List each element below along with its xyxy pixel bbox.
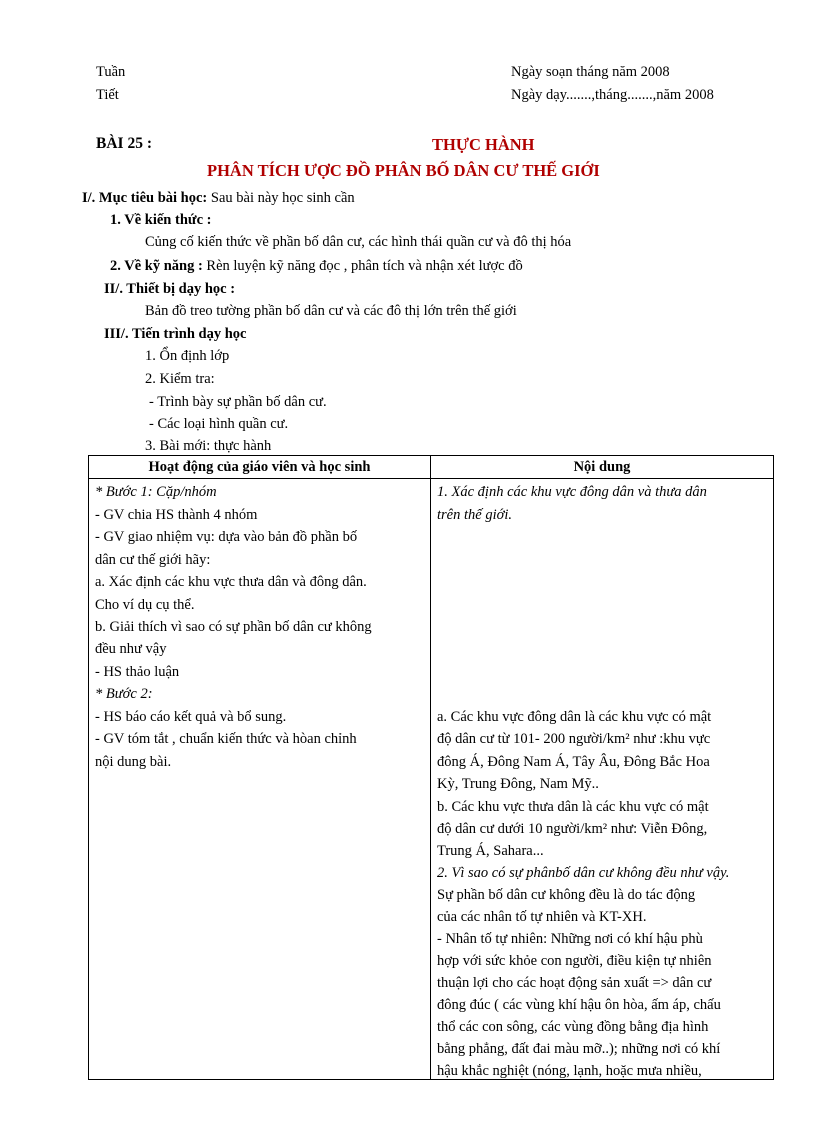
right-line: bằng phẳng, đất đai màu mỡ..); những nơi có khí <box>437 1041 721 1057</box>
step-1-heading: * Bước 1: Cặp/nhóm <box>95 484 217 500</box>
week-label: Tuần <box>96 64 126 80</box>
left-line: b. Giải thích vì sao có sự phần bố dân cư không <box>95 619 372 635</box>
right-line: đông Á, Đông Nam Á, Tây Âu, Đông Bắc Hoa <box>437 754 710 770</box>
left-line: dân cư thế giới hãy: <box>95 552 211 568</box>
left-line: - HS thảo luận <box>95 664 180 680</box>
right-line: hợp với sức khỏe con người, điều kiện tự nhiên <box>437 953 712 969</box>
process-item-2a: - Trình bày sự phần bố dân cư. <box>149 394 327 410</box>
left-line: a. Xác định các khu vực thưa dân và đông dân. <box>95 574 367 590</box>
skills-label: 2. Về kỹ năng : <box>110 258 203 274</box>
step-2-heading: * Bước 2: <box>95 686 153 702</box>
objectives-heading-tail: Sau bài này học sinh cần <box>207 190 355 206</box>
lesson-title-1: THỰC HÀNH <box>432 135 535 154</box>
right-line: a. Các khu vực đông dân là các khu vực có mật <box>437 709 712 725</box>
right-line: thổ các con sông, các vùng đồng bằng địa hình <box>437 1019 709 1035</box>
left-line: - GV giao nhiệm vụ: dựa vào bản đồ phần bố <box>95 529 358 545</box>
period-label: Tiết <box>96 87 119 103</box>
objectives-heading-label: I/. Mục tiêu bài học: <box>82 190 208 206</box>
content-section-1-title: 1. Xác định các khu vực đông dân và thưa dân <box>437 484 707 500</box>
objectives-heading <box>82 187 355 209</box>
table-header-row <box>89 456 774 479</box>
left-line: - HS báo cáo kết quả và bổ sung. <box>95 709 287 725</box>
col-left-header: Hoạt động của giáo viên và học sinh <box>89 456 431 479</box>
knowledge-label: 1. Về kiến thức : <box>110 212 212 228</box>
teaching-date: Ngày dạy.......,tháng.......,năm 2008 <box>511 87 714 103</box>
right-line: hậu khắc nghiệt (nóng, lạnh, hoặc mưa nhiều, <box>437 1063 702 1079</box>
right-line: độ dân cư từ 101- 200 người/km² như :khu vực <box>437 731 711 747</box>
right-line: của các nhân tố tự nhiên và KT-XH. <box>437 909 647 925</box>
process-item-3: 3. Bài mới: thực hành <box>145 438 272 454</box>
left-line: nội dung bài. <box>95 754 172 770</box>
prepared-date: Ngày soạn tháng năm 2008 <box>511 64 670 80</box>
left-line: đều như vậy <box>95 641 167 657</box>
knowledge-text: Củng cố kiến thức về phần bố dân cư, các hình thái quần cư và đô thị hóa <box>145 234 572 250</box>
right-line: Trung Á, Sahara... <box>437 843 544 859</box>
left-line: - GV chia HS thành 4 nhóm <box>95 507 258 523</box>
equipment-heading: II/. Thiết bị dạy học : <box>104 281 236 297</box>
lesson-table <box>88 455 774 1080</box>
content-section-2-title: 2. Vì sao có sự phânbố dân cư không đều như vậy. <box>437 865 730 881</box>
skills-text: Rèn luyện kỹ năng đọc , phân tích và nhận xét lược đồ <box>202 258 523 274</box>
right-line: b. Các khu vực thưa dân là các khu vực có mật <box>437 799 709 815</box>
activities-cell <box>89 479 431 1080</box>
right-line: đông đúc ( các vùng khí hậu ôn hòa, ấm áp, chấu <box>437 997 721 1013</box>
right-line: độ dân cư dưới 10 người/km² như: Viễn Đông, <box>437 821 708 837</box>
right-line: Sự phần bố dân cư không đều là do tác động <box>437 887 696 903</box>
process-item-1: 1. Ổn định lớp <box>145 348 230 364</box>
right-line: - Nhân tố tự nhiên: Những nơi có khí hậu phù <box>437 931 703 947</box>
process-item-2b: - Các loại hình quần cư. <box>149 416 289 432</box>
skills-row <box>110 255 523 277</box>
process-item-2: 2. Kiểm tra: <box>145 371 215 387</box>
lesson-title-2: PHÂN TÍCH ƯỢC ĐỒ PHÂN BỐ DÂN CƯ THẾ GIỚI <box>207 161 600 180</box>
process-heading: III/. Tiến trình dạy học <box>104 326 247 342</box>
equipment-text: Bản đồ treo tường phần bố dân cư và các đô thị lớn trên thế giới <box>145 303 517 319</box>
lesson-number: BÀI 25 : <box>96 135 152 152</box>
col-right-header: Nội dung <box>431 456 774 479</box>
left-line: Cho ví dụ cụ thể. <box>95 597 195 613</box>
content-cell <box>431 479 774 1080</box>
right-line: Kỳ, Trung Đông, Nam Mỹ.. <box>437 776 599 792</box>
content-section-1-title-cont: trên thế giới. <box>437 507 512 523</box>
table-row <box>89 479 774 1080</box>
left-line: - GV tóm tắt , chuẩn kiến thức và hòan chỉnh <box>95 731 357 747</box>
right-line: thuận lợi cho các hoạt động sản xuất => dân cư <box>437 975 712 991</box>
